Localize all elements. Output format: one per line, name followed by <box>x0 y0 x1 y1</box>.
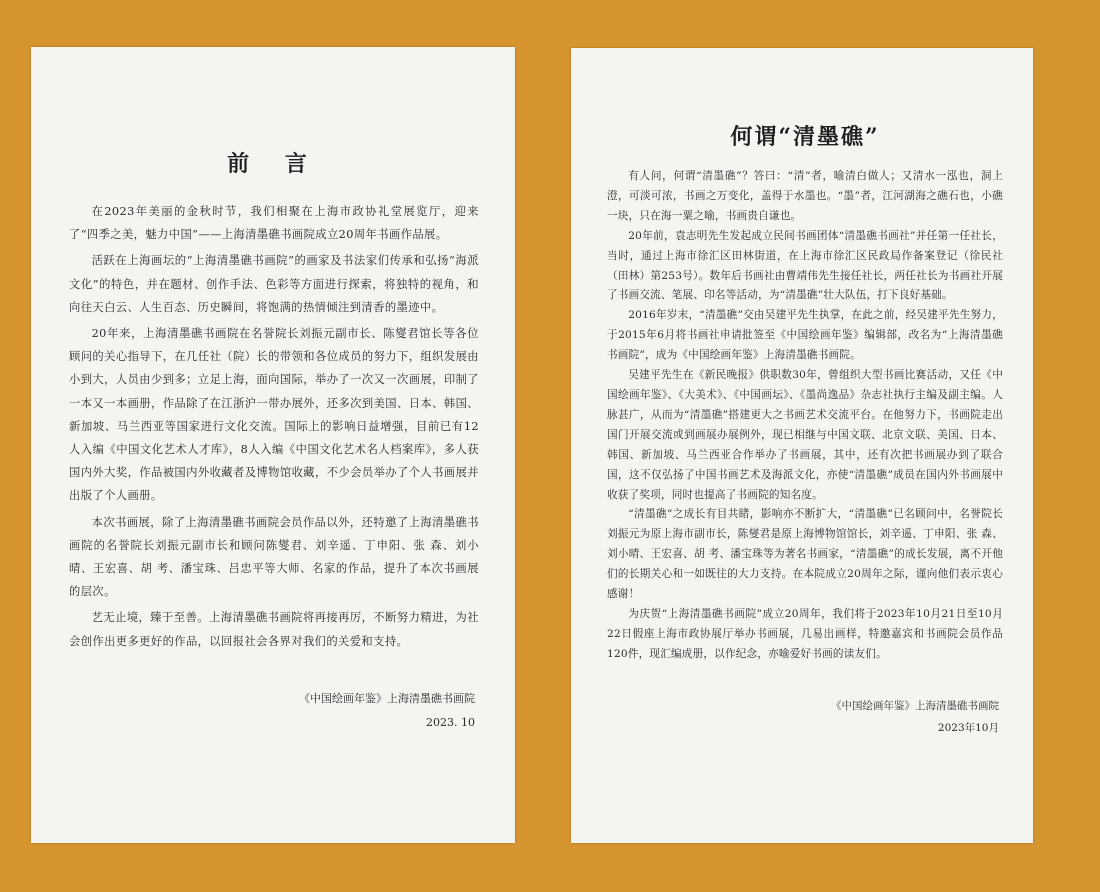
about-date: 2023年10月 <box>937 721 999 734</box>
preface-signature: 《中国绘画年鉴》上海清墨礁书画院 <box>299 691 475 705</box>
preface-paragraph-4: 本次书画展，除了上海清墨礁书画院会员作品以外，还特邀了上海清墨礁书画院的名誉院长刘振元副市长和顾问陈燮君、刘辛遥、丁申阳、张 森、刘小晴、王宏喜、胡 考、潘宝珠、吕忠平等大师、名家的作品，提升了本次书画展的层次。 <box>69 515 479 599</box>
preface-paragraph-2: 活跃在上海画坛的“上海清墨礁书画院”的画家及书法家们传承和弘扬“海派文化”的特色，并在题材、创作手法、色彩等方面进行探索，将独特的视角，和向往天白云、人生百态、历史瞬间，将饱满的热情倾注到清香的墨迹中。 <box>69 254 479 314</box>
preface-title: 前 言 <box>227 151 321 177</box>
preface-date: 2023. 10 <box>426 715 475 729</box>
preface-paragraph-5: 艺无止境，臻于至善。上海清墨礁书画院将再接再厉，不断努力精进，为社会创作出更多更好的作品，以回报社会各界对我们的关爱和支持。 <box>69 611 479 648</box>
about-title: 何谓“清墨礁” <box>730 124 880 150</box>
about-paragraph-2: 20年前，袁志明先生发起成立民间书画团体“清墨礁书画社”并任第一任社长，当时，通过上海市徐汇区田林街道，在上海市徐汇区民政局作备案登记（徐民社（田林）第253号）。数年后书画社由曹靖伟先生接任社长，两任社长为书画社开展了书画交流、笔展、印名等活动，为“清墨礁”壮大队伍，打下良好基础。 <box>607 229 1003 302</box>
about-paragraph-5: “清墨礁”之成长有目共睹，影响亦不断扩大，“清墨礁”已名顾问中，名誉院长刘振元为原上海市副市长，陈燮君是原上海博物馆馆长，刘辛遥、丁申阳、张 森、刘小晴、王宏喜、胡 考、潘宝珠等为著名书画家，“清墨礁”的成长发展，离不开他们的长期关心和一如既往的大力支持。在本院成立20周年之际，谨向他们表示衷心感谢！ <box>607 508 1003 601</box>
about-paragraph-3: 2016年岁末，“清墨礁”交由吴建平先生执掌，在此之前，经吴建平先生努力，于2015年6月将书画社申请批签至《中国绘画年鉴》编辑部，改名为“上海清墨礁书画院”，成为《中国绘画年鉴》上海清墨礁书画院。 <box>607 309 1003 362</box>
about-signature: 《中国绘画年鉴》上海清墨礁书画院 <box>831 699 999 712</box>
about-paragraph-4: 吴建平先生在《新民晚报》供职数30年，曾组织大型书画比赛活动，又任《中国绘画年鉴》、《大美术》、《中国画坛》、《墨尚逸品》杂志社执行主编及副主编。人脉甚广，从而为“清墨礁”搭建更大之书画艺术交流平台。在他努力下，书画院走出国门开展交流或到画展办展例外，现已相继与中国文联、北京文联、美国、日本、韩国、新加坡、马兰西亚合作举办了书画展，其中，还有次把书画展办到了联合国，这不仅弘扬了中国书画艺术及海派文化，亦使“清墨礁”成员在国内外书画展中收获了奖项，同时也提高了书画院的知名度。 <box>607 369 1003 501</box>
preface-paragraph-3: 20年来，上海清墨礁书画院在名誉院长刘振元副市长、陈燮君馆长等各位顾问的关心指导下，在几任社（院）长的带领和各位成员的努力下，组织发展由小到大，人员由少到多；立足上海，面向国际，举办了一次又一次画展，印制了一本又一本画册，作品除了在江浙沪一带办展外，还多次到美国、日本、韩国、新加坡、马兰西亚等国家进行文化交流。国际上的影响日益增强，目前已有12人入编《中国文化艺术人才库》，8人入编《中国文化艺术名人档案库》，多人获国内外大奖，作品被国内外收藏者及博物馆收藏，不少会员举办了个人书画展并出版了个人画册。 <box>69 327 479 503</box>
preface-paragraph-1: 在2023年美丽的金秋时节，我们相聚在上海市政协礼堂展览厅，迎来了“四季之美，魅力中国”——上海清墨礁书画院成立20周年书画作品展。 <box>69 205 479 242</box>
about-paragraph-1: 有人问，何谓“清墨礁”？答曰：“清”者，喻清白做人；又清水一泓也，洞上澄，可淡可浓，书画之万变化，盖得于水墨也。“墨”者，江河湖海之礁石也，小礁一块，只在海一粟之喻，书画贵自谦也。 <box>607 170 1003 222</box>
about-paragraph-6: 为庆贺“上海清墨礁书画院”成立20周年，我们将于2023年10月21日至10月22日假座上海市政协展厅举办书画展，几易出画样，特邀嘉宾和书画院会员作品120件，现汇编成册，以作纪念，亦喻爱好书画的读友们。 <box>607 607 1003 660</box>
about-page <box>571 48 1033 843</box>
preface-page <box>31 47 515 843</box>
